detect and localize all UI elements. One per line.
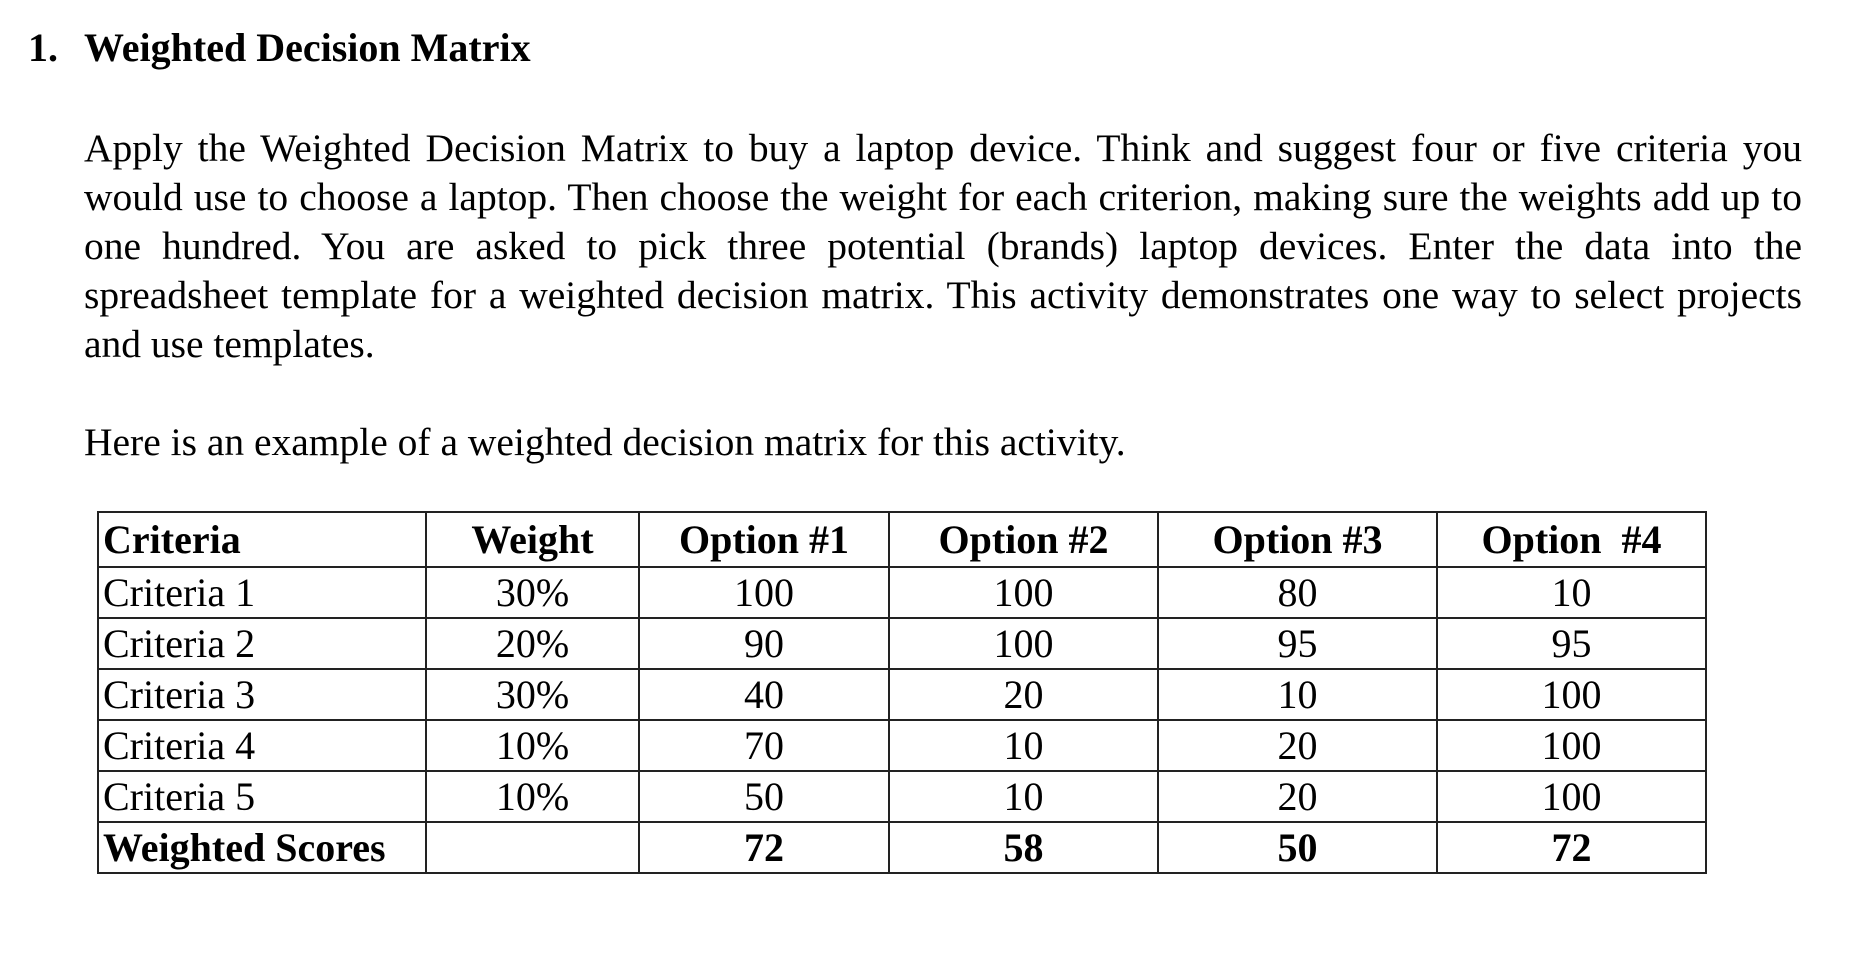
header-weight: Weight [426, 512, 639, 567]
header-option-3: Option #3 [1158, 512, 1437, 567]
header-option-1: Option #1 [639, 512, 889, 567]
header-criteria: Criteria [98, 512, 426, 567]
score-cell: 95 [1437, 618, 1706, 669]
score-cell: 20 [1158, 720, 1437, 771]
weight-cell: 30% [426, 567, 639, 618]
example-intro: Here is an example of a weighted decision matrix for this activity. [84, 420, 1126, 464]
score-cell: 40 [639, 669, 889, 720]
weighted-scores-label: Weighted Scores [98, 822, 426, 873]
score-cell: 100 [1437, 771, 1706, 822]
score-cell: 20 [1158, 771, 1437, 822]
criteria-cell: Criteria 2 [98, 618, 426, 669]
score-cell: 90 [639, 618, 889, 669]
score-cell: 20 [889, 669, 1158, 720]
criteria-cell: Criteria 1 [98, 567, 426, 618]
table-row [98, 567, 1706, 618]
criteria-cell: Criteria 5 [98, 771, 426, 822]
score-cell: 100 [889, 567, 1158, 618]
criteria-cell: Criteria 4 [98, 720, 426, 771]
header-option-4: Option #4 [1437, 512, 1706, 567]
score-cell: 10 [1158, 669, 1437, 720]
table-row [98, 771, 1706, 822]
table-header-row [98, 512, 1706, 567]
weight-cell: 20% [426, 618, 639, 669]
weight-cell: 10% [426, 720, 639, 771]
weighted-scores-row [98, 822, 1706, 873]
weight-cell: 30% [426, 669, 639, 720]
score-cell: 100 [889, 618, 1158, 669]
score-cell: 70 [639, 720, 889, 771]
section-heading [28, 24, 531, 72]
score-cell: 10 [1437, 567, 1706, 618]
instructions-paragraph: Apply the Weighted Decision Matrix to buy a laptop device. Think and suggest four or five criteria you would use to choose a laptop. Then choose the weight for each criterion, making sure the weights add up to one hundred. You are asked to pick three potential (brands) laptop devices. Enter the data into the spreadsheet template for a weighted decision matrix. This activity demonstrates one way to select projects and use templates. [84, 126, 1802, 366]
score-cell: 100 [639, 567, 889, 618]
weighted-score-option-3: 50 [1158, 822, 1437, 873]
score-cell: 100 [1437, 669, 1706, 720]
weighted-score-option-2: 58 [889, 822, 1158, 873]
table-row [98, 669, 1706, 720]
weight-cell: 10% [426, 771, 639, 822]
section-title: Weighted Decision Matrix [84, 25, 531, 70]
score-cell: 95 [1158, 618, 1437, 669]
weighted-decision-matrix-table [97, 511, 1707, 874]
score-cell: 10 [889, 720, 1158, 771]
header-option-2: Option #2 [889, 512, 1158, 567]
table-row [98, 720, 1706, 771]
weighted-score-option-1: 72 [639, 822, 889, 873]
weighted-score-option-4: 72 [1437, 822, 1706, 873]
score-cell: 80 [1158, 567, 1437, 618]
score-cell: 100 [1437, 720, 1706, 771]
table-row [98, 618, 1706, 669]
score-cell: 50 [639, 771, 889, 822]
section-number: 1. [28, 25, 58, 70]
score-cell: 10 [889, 771, 1158, 822]
criteria-cell: Criteria 3 [98, 669, 426, 720]
weight-total-cell [426, 822, 639, 873]
